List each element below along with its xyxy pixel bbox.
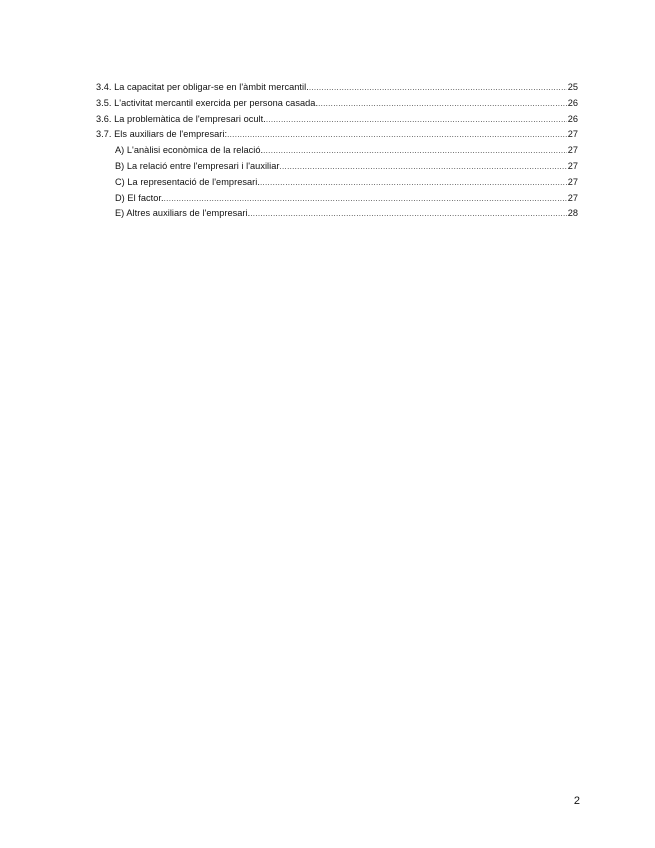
toc-entry-title: E) Altres auxiliars de l'empresari. xyxy=(115,208,251,219)
toc-subentry-a[interactable] xyxy=(96,143,578,159)
toc-entry-3-4[interactable] xyxy=(96,80,578,96)
toc-entry-page: 27 xyxy=(567,129,578,140)
toc-leader-dots xyxy=(263,143,567,159)
toc-leader-dots xyxy=(318,96,567,112)
toc-entry-page: 27 xyxy=(567,192,578,203)
toc-leader-dots xyxy=(260,175,567,191)
toc-entry-title: C) La representació de l'empresari. xyxy=(115,176,260,187)
toc-entry-page: 26 xyxy=(567,113,578,124)
toc-entry-title: A) L'anàlisi econòmica de la relació. xyxy=(115,145,264,156)
toc-entry-page: 27 xyxy=(567,176,578,187)
toc-entry-3-7[interactable] xyxy=(96,127,578,143)
toc-leader-dots xyxy=(266,112,567,128)
toc-entry-page: 28 xyxy=(567,208,578,219)
toc-leader-dots xyxy=(227,127,567,143)
table-of-contents xyxy=(96,80,578,222)
toc-entry-title: 3.4. La capacitat per obligar-se en l'àmbit mercantil. xyxy=(96,82,309,92)
toc-leader-dots xyxy=(164,191,567,207)
toc-subentry-b[interactable] xyxy=(96,159,578,175)
toc-leader-dots xyxy=(250,206,567,222)
toc-entry-title: 3.5. L'activitat mercantil exercida per persona casada. xyxy=(96,97,319,108)
toc-entry-3-5[interactable] xyxy=(96,96,578,112)
toc-leader-dots xyxy=(280,159,567,175)
toc-entry-title: 3.6. La problemàtica de l'empresari ocult. xyxy=(96,113,266,124)
toc-subentry-c[interactable] xyxy=(96,175,578,191)
toc-entry-title: B) La relació entre l'empresari i l'auxiliar xyxy=(115,160,280,171)
page-number: 2 xyxy=(573,795,580,807)
toc-entry-page: 27 xyxy=(567,160,578,171)
toc-subentry-d[interactable] xyxy=(96,191,578,207)
toc-entry-title: 3.7. Els auxiliars de l'empresari: xyxy=(96,129,228,140)
toc-entry-title: D) El factor. xyxy=(115,192,164,203)
toc-entry-page: 26 xyxy=(567,97,578,108)
toc-leader-dots xyxy=(309,80,567,96)
toc-entry-page: 27 xyxy=(567,145,578,156)
toc-entry-3-6[interactable] xyxy=(96,112,578,128)
toc-subentry-e[interactable] xyxy=(96,206,578,222)
toc-entry-page: 25 xyxy=(567,82,578,92)
